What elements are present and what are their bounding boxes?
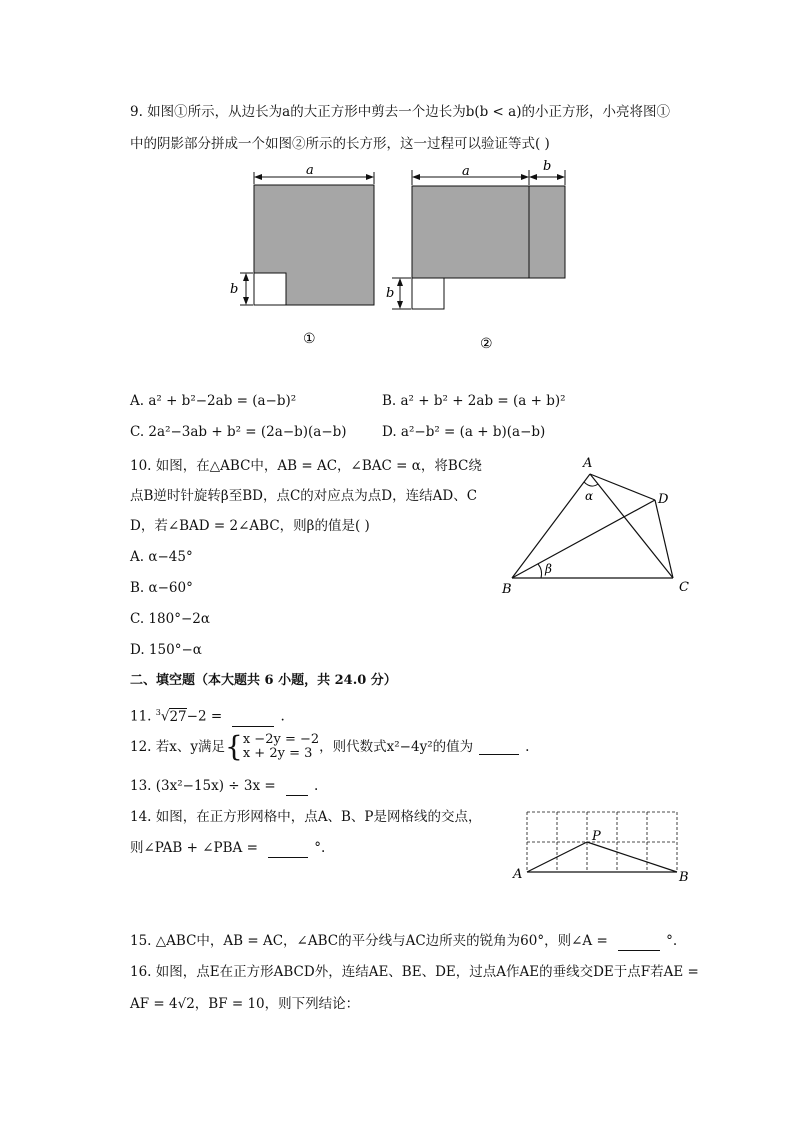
fig10-label-beta: β [545,562,552,576]
fig1-label-a: a [306,163,314,178]
q12-system [243,733,319,761]
segment-pb [587,842,677,872]
fig10-label-d: D [658,492,669,507]
q16-line1: 16. 如图，点E在正方形ABCD外，连结AE、BE、DE，过点A作AE的垂线交DE于点F若AE = [130,964,699,980]
q11-radical-sign: √ [160,708,170,725]
fig14-label-b: B [679,870,689,885]
q13-answer-blank[interactable] [286,781,308,796]
q10-line1: 10. 如图，在△ABC中，AB = AC，∠BAC = α，将BC绕 [130,458,482,474]
q9-option-b: B. a² + b² + 2ab = (a + b)² [382,393,566,409]
q10-option-b: B. α−60° [130,580,193,596]
q9-figure-2 [384,160,574,360]
q11-prefix: 11. [130,708,156,725]
q12-end: . [525,739,530,755]
fig1-label-b: b [230,282,239,297]
q10-option-a: A. α−45° [130,549,193,565]
q13-text: 13. (3x²−15x) ÷ 3x = [130,778,281,794]
q13-line [130,776,318,796]
fig10-label-c: C [679,580,689,595]
q14-grid-figure [510,805,700,885]
q10-option-c: C. 180°−2α [130,611,210,627]
fig1-caption: ① [303,331,316,347]
q10-line2: 点B逆时针旋转β至BD，点C的对应点为点D，连结AD、C [130,488,478,504]
q12-brace: { [225,730,243,763]
fig2-label-a: a [462,164,470,179]
q15-end: °. [666,933,678,949]
fig2-shaded-rect-left [412,186,529,278]
fig10-label-alpha: α [585,489,594,503]
q11-root-index: 3 [155,708,161,717]
q16-line2: AF = 4√2，BF = 10，则下列结论： [130,996,360,1012]
q14-line1: 14. 如图，在正方形网格中，点A、B、P是网格线的交点， [130,809,482,825]
q12-suffix: ，则代数式x²−4y²的值为 [319,739,474,755]
fig1-small-square [254,273,286,305]
fig2-small-square [412,278,444,309]
q11-radicand: 27 [169,708,187,725]
q15-answer-blank[interactable] [618,936,660,951]
q11-rest: −2 = [186,708,227,725]
fig14-label-p: P [592,829,601,844]
fig10-label-a: A [583,456,593,471]
q14-line2-text: 则∠PAB + ∠PBA = [130,840,263,856]
q14-answer-blank[interactable] [268,843,308,858]
q15-text: 15. △ABC中，AB = AC，∠ABC的平分线与AC边所夹的锐角为60°，则∠A = [130,933,613,949]
fig2-shaded-rect-right [529,186,565,278]
fig10-label-b: B [502,582,512,597]
segment-bd [512,500,655,578]
q12-eq1: x −2y = −2 [242,732,320,747]
q14-end: °. [314,840,326,856]
fig14-label-a: A [513,867,523,882]
q11-line [130,703,285,727]
q14-line2 [130,838,325,858]
q12-answer-blank[interactable] [479,740,519,755]
q9-figure-1 [226,160,386,350]
q9-option-c: C. 2a²−3ab + b² = (2a−b)(a−b) [130,424,347,440]
q10-line3: D，若∠BAD = 2∠ABC，则β的值是( ) [130,518,370,534]
fig2-caption: ② [480,336,493,352]
q13-end: . [314,778,319,794]
q12-eq2: x + 2y = 3 [242,746,313,761]
alpha-arc [584,482,598,486]
q12-line [130,730,530,763]
q9-option-a: A. a² + b²−2ab = (a−b)² [130,393,297,409]
q15-line [130,931,677,951]
q12-prefix: 12. 若x、y满足 [130,739,226,755]
q9-option-d: D. a²−b² = (a + b)(a−b) [382,424,546,440]
q11-end: . [280,708,285,725]
fig2-label-b-side: b [386,286,395,301]
q10-option-d: D. 150°−α [130,642,202,658]
q11-answer-blank[interactable] [232,712,274,727]
fig2-label-b-top: b [543,159,552,174]
q10-triangle-figure [495,450,705,600]
beta-arc [538,564,542,578]
q9-line2: 中的阴影部分拼成一个如图②所示的长方形，这一过程可以验证等式( ) [130,136,550,152]
section-fill-in-title: 二、填空题（本大题共 6 小题，共 24.0 分） [130,673,397,688]
q9-line1: 9. 如图①所示，从边长为a的大正方形中剪去一个边长为b(b < a)的小正方形，小亮将图① [130,104,670,120]
